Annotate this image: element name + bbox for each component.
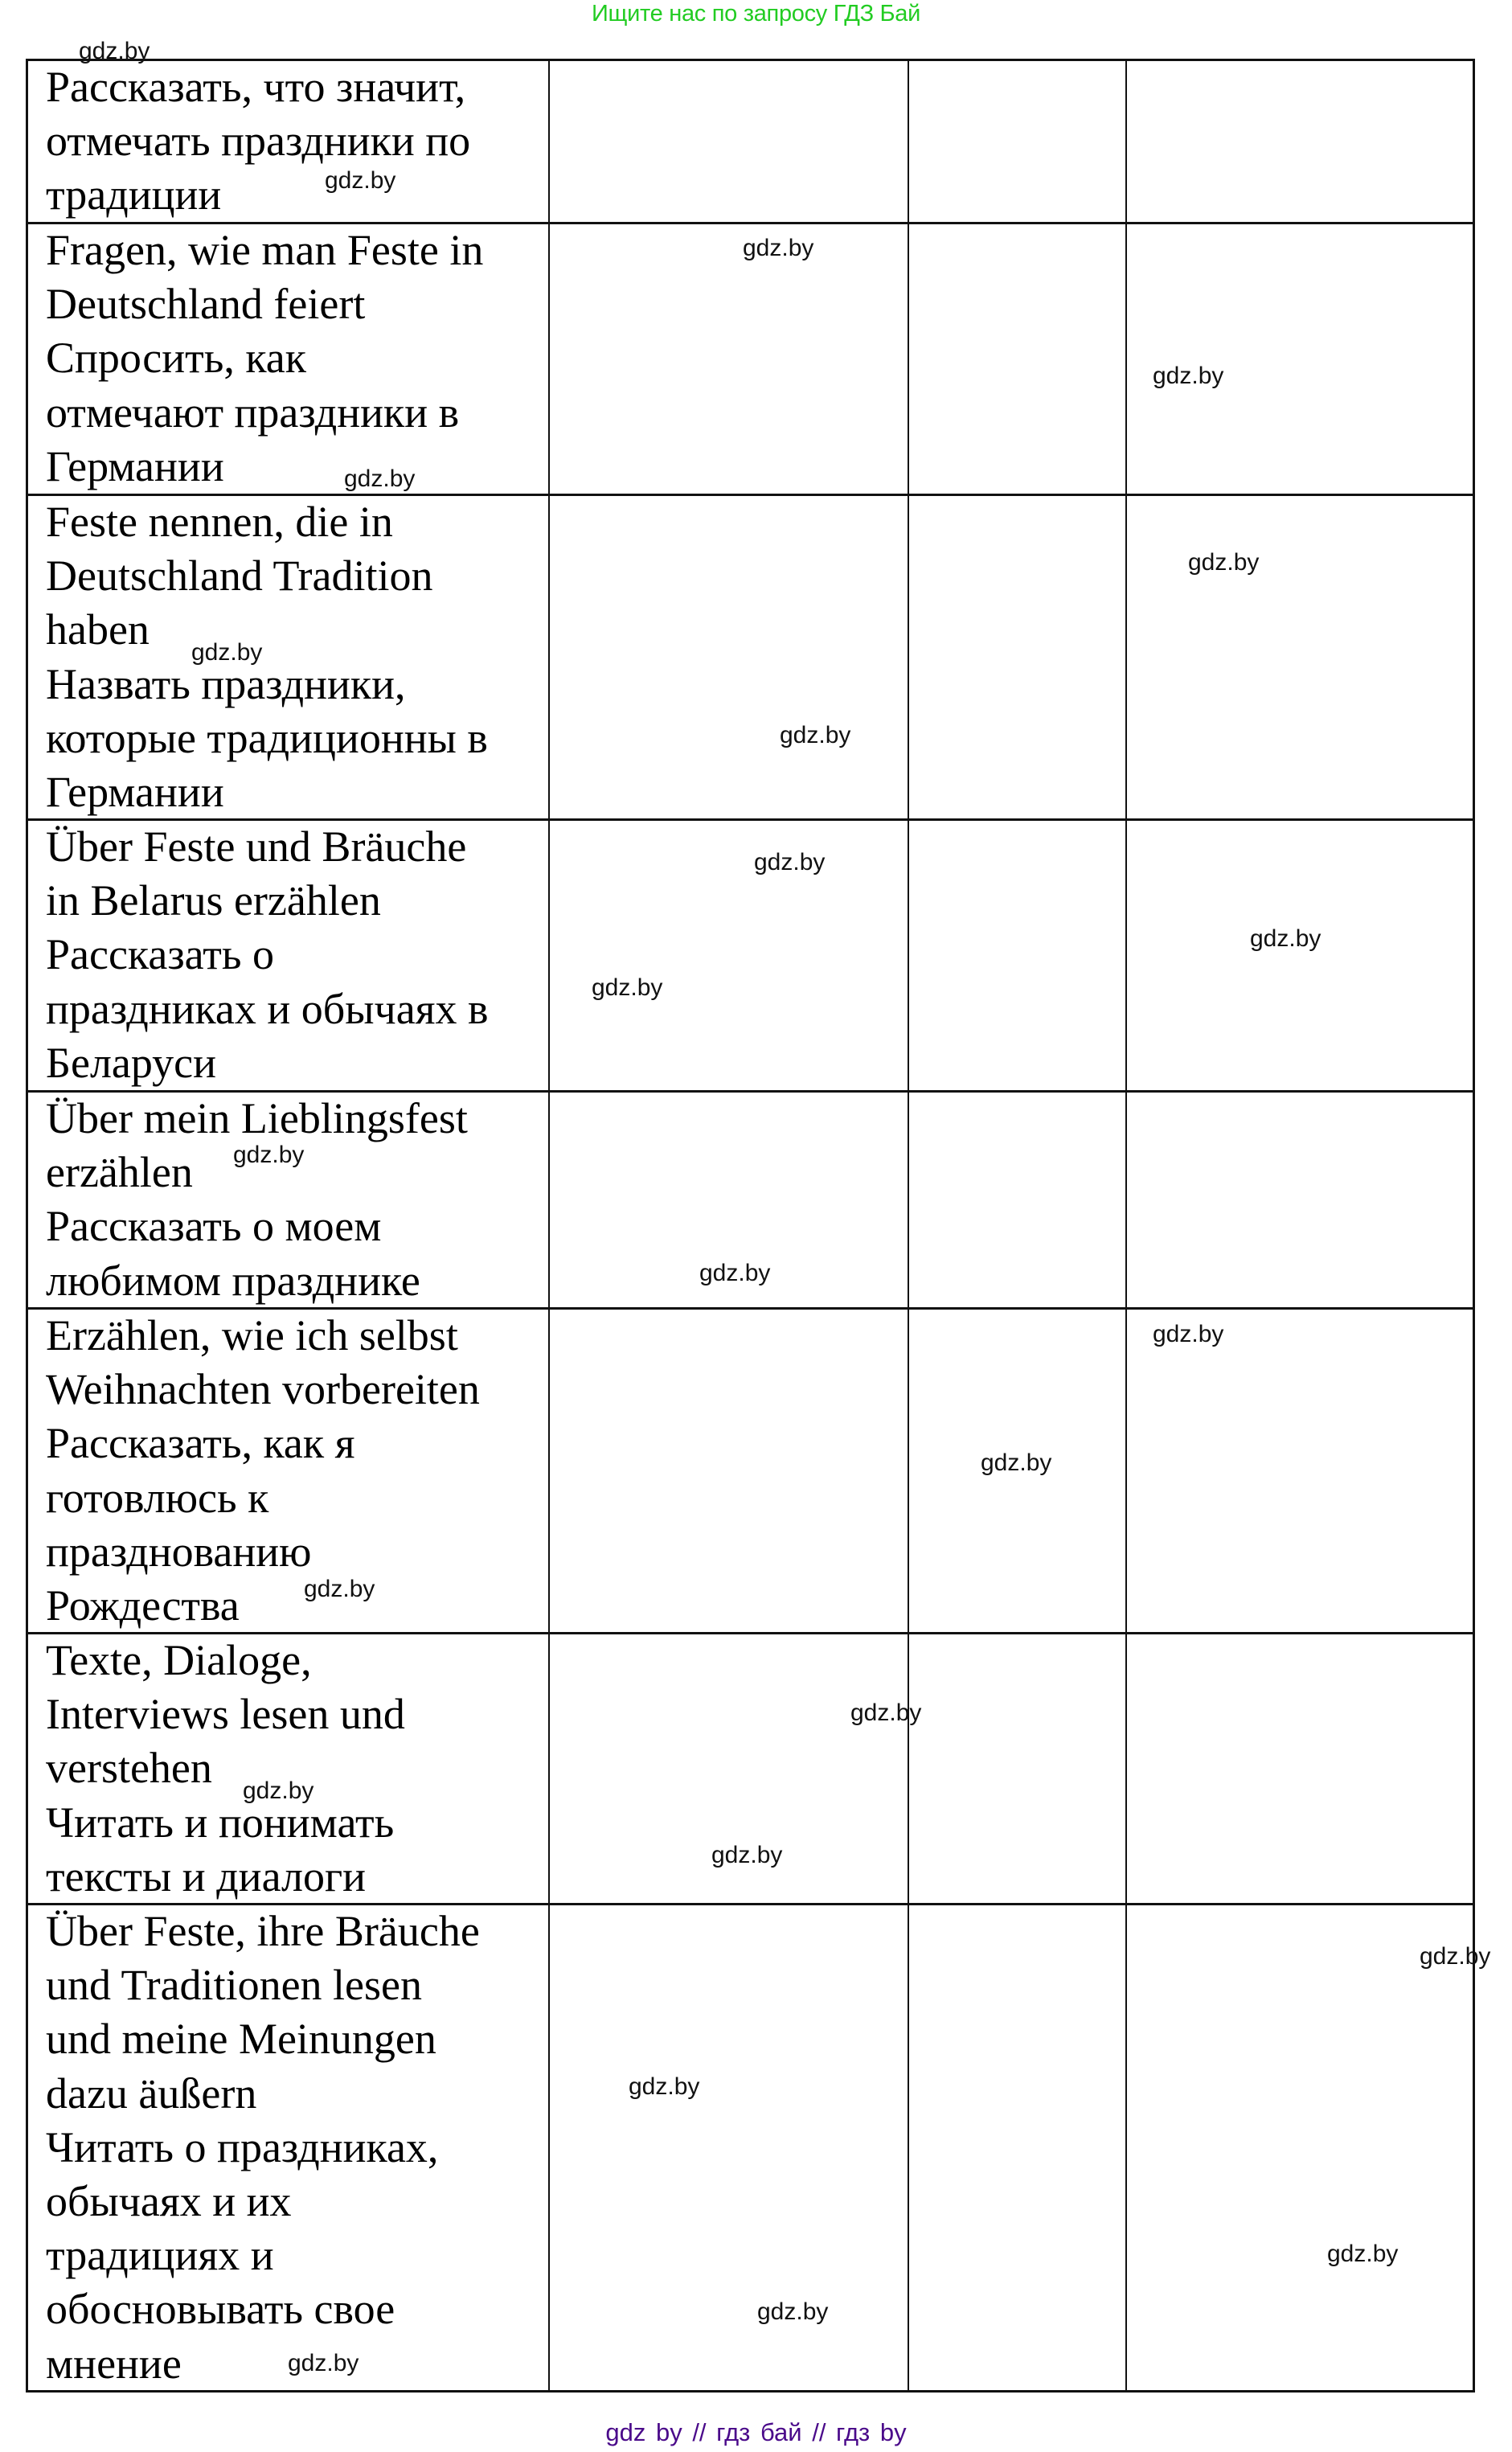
skill-description-cell — [46, 60, 544, 223]
skill-text-line: Über Feste und Bräuche — [46, 822, 467, 871]
skill-text-line: Über Feste, ihre Bräuche — [46, 1907, 480, 1955]
skill-text-line: Texte, Dialoge, — [46, 1636, 312, 1684]
skill-text-line: Рождества — [46, 1581, 240, 1630]
skill-text-line: Рассказать, что значит, — [46, 63, 466, 111]
gdz-watermark: gdz.by — [288, 2350, 359, 2376]
gdz-watermark: gdz.by — [243, 1777, 314, 1804]
skill-text-line: Германии — [46, 441, 224, 490]
skill-text-line: Feste nennen, die in — [46, 498, 393, 546]
rating-cell-2[interactable] — [910, 821, 1125, 1090]
skill-text-line: готовлюсь к — [46, 1473, 269, 1522]
skill-text-line: Erzählen, wie ich selbst — [46, 1311, 458, 1359]
gdz-watermark: gdz.by — [981, 1449, 1052, 1476]
skill-text-line: традиции — [46, 170, 222, 219]
footer-site-links[interactable]: gdz by // гдз бай // гдз by — [605, 2418, 907, 2446]
gdz-watermark: gdz.by — [344, 465, 416, 492]
skill-text-line: праздниках и обычаях в — [46, 984, 489, 1033]
rating-cell-2[interactable] — [910, 1093, 1125, 1307]
skill-text-line: Fragen, wie man Feste in — [46, 226, 484, 274]
skill-text-line: празднованию — [46, 1527, 312, 1576]
gdz-watermark: gdz.by — [304, 1576, 375, 1602]
rating-cell-1[interactable] — [551, 61, 908, 222]
gdz-watermark: gdz.by — [780, 722, 851, 748]
rating-cell-3[interactable] — [1128, 496, 1473, 818]
column-divider — [908, 59, 909, 2393]
rating-cell-3[interactable] — [1128, 224, 1473, 494]
skill-text-line: dazu äußern — [46, 2069, 257, 2118]
skill-text-line: Deutschland feiert — [46, 280, 366, 329]
table-right-border — [1473, 59, 1475, 2393]
gdz-watermark: gdz.by — [1153, 363, 1224, 389]
gdz-watermark: gdz.by — [592, 974, 663, 1001]
gdz-watermark: gdz.by — [850, 1700, 922, 1726]
rating-cell-3[interactable] — [1128, 61, 1473, 222]
rating-cell-2[interactable] — [910, 496, 1125, 818]
skill-text-line: Weihnachten vorbereiten — [46, 1365, 480, 1414]
rating-cell-1[interactable] — [551, 224, 908, 494]
skill-text-line: erzählen — [46, 1148, 193, 1197]
rating-cell-3[interactable] — [1128, 1905, 1473, 2390]
skill-text-line: Читать и понимать — [46, 1798, 395, 1847]
column-divider — [1125, 59, 1127, 2393]
skill-text-line: Беларуси — [46, 1038, 217, 1087]
search-promo-banner: Ищите нас по запросу ГДЗ Бай — [591, 1, 920, 27]
skill-description-cell — [46, 495, 544, 819]
skill-text-line: Германии — [46, 768, 224, 817]
skill-text-line: Über mein Lieblingsfest — [46, 1094, 468, 1142]
gdz-watermark: gdz.by — [629, 2073, 700, 2100]
gdz-watermark: gdz.by — [699, 1260, 771, 1286]
gdz-watermark: gdz.by — [79, 38, 150, 64]
skill-text-line: und meine Meinungen — [46, 2015, 436, 2064]
rating-cell-3[interactable] — [1128, 1634, 1473, 1903]
gdz-watermark: gdz.by — [233, 1142, 305, 1168]
skill-text-line: мнение — [46, 2339, 182, 2388]
gdz-watermark: gdz.by — [743, 235, 814, 261]
skill-text-line: Назвать праздники, — [46, 659, 406, 708]
skill-text-line: традициях и — [46, 2231, 274, 2280]
gdz-watermark: gdz.by — [1188, 549, 1260, 576]
skill-text-line: тексты и диалоги — [46, 1851, 367, 1901]
skill-text-line: обосновывать свое — [46, 2285, 395, 2334]
gdz-watermark: gdz.by — [754, 849, 826, 875]
skill-text-line: любимом празднике — [46, 1256, 420, 1305]
rating-cell-1[interactable] — [551, 1905, 908, 2390]
gdz-watermark: gdz.by — [711, 1842, 783, 1868]
gdz-watermark: gdz.by — [1327, 2241, 1399, 2267]
rating-cell-3[interactable] — [1128, 1310, 1473, 1632]
skill-text-line: verstehen — [46, 1744, 212, 1793]
gdz-watermark: gdz.by — [1153, 1321, 1224, 1347]
skill-text-line: отмечать праздники по — [46, 117, 471, 166]
skill-description-cell — [46, 1092, 544, 1308]
skill-description-cell — [46, 223, 544, 494]
skill-text-line: und Traditionen lesen — [46, 1961, 422, 2010]
rating-cell-3[interactable] — [1128, 821, 1473, 1090]
skill-text-line: отмечают праздники в — [46, 387, 460, 437]
skill-text-line: Рассказать о моем — [46, 1202, 382, 1251]
gdz-watermark: gdz.by — [325, 167, 396, 194]
skill-text-line: Interviews lesen und — [46, 1690, 405, 1739]
gdz-watermark: gdz.by — [1250, 925, 1321, 952]
skill-text-line: Deutschland Tradition — [46, 551, 433, 601]
rating-cell-2[interactable] — [910, 224, 1125, 494]
skill-text-line: обычаях и их — [46, 2177, 292, 2226]
skill-description-cell — [46, 1905, 544, 2391]
rating-cell-1[interactable] — [551, 821, 908, 1090]
skill-description-cell — [46, 1309, 544, 1633]
rating-cell-1[interactable] — [551, 1310, 908, 1632]
gdz-watermark: gdz.by — [1420, 1943, 1491, 1970]
rating-cell-2[interactable] — [910, 1634, 1125, 1903]
gdz-watermark: gdz.by — [757, 2298, 829, 2325]
rating-cell-2[interactable] — [910, 1905, 1125, 2390]
skill-description-cell — [46, 1634, 544, 1904]
skill-text-line: которые традиционны в — [46, 713, 488, 762]
skill-description-cell — [46, 820, 544, 1090]
rating-cell-1[interactable] — [551, 496, 908, 818]
skill-text-line: Спросить, как — [46, 334, 306, 383]
skill-text-line: in Belarus erzählen — [46, 876, 381, 925]
rating-cell-3[interactable] — [1128, 1093, 1473, 1307]
skill-text-line: Рассказать, как я — [46, 1419, 355, 1468]
column-divider — [548, 59, 550, 2393]
rating-cell-2[interactable] — [910, 61, 1125, 222]
skill-text-line: Читать о праздниках, — [46, 2122, 439, 2171]
skill-text-line: Рассказать о — [46, 930, 274, 979]
table-left-border — [26, 59, 28, 2393]
gdz-watermark: gdz.by — [191, 639, 263, 666]
skill-text-line: haben — [46, 605, 150, 654]
